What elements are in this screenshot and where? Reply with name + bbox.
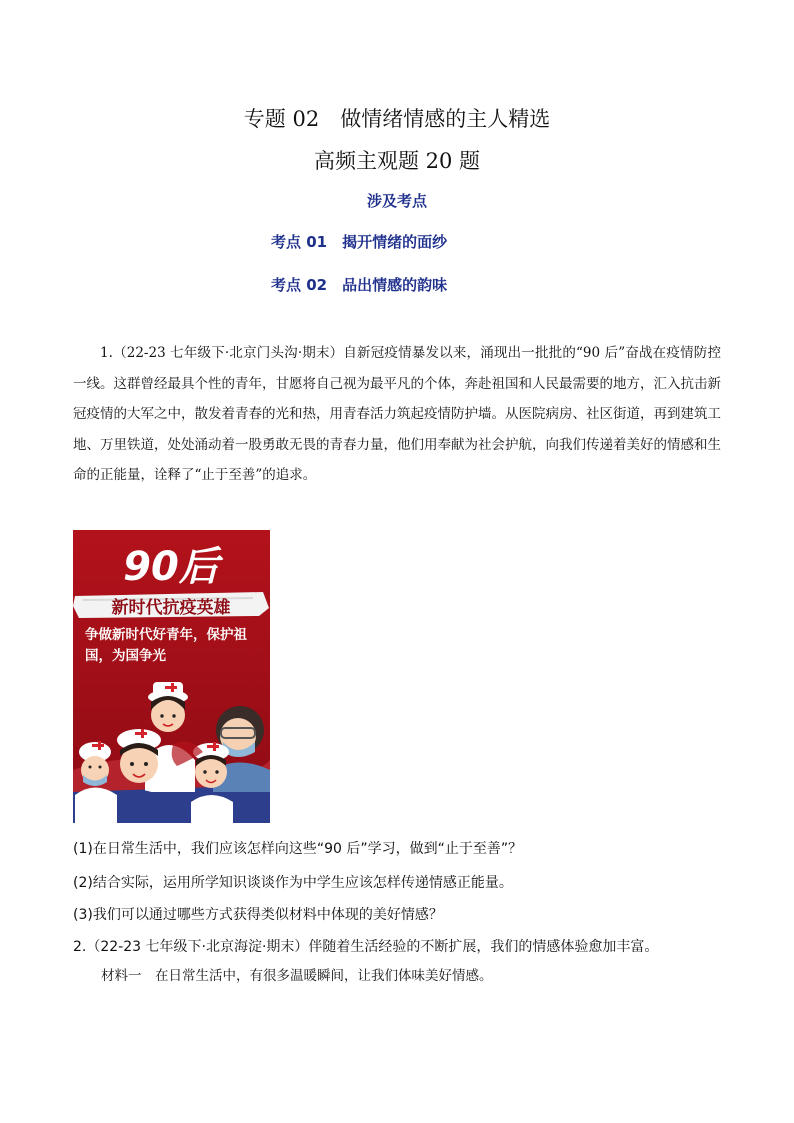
kaodian-02: 考点 02 品出情感的韵味 <box>271 276 448 294</box>
section-label: 涉及考点 <box>366 192 427 210</box>
question-2-material-1: 材料一 在日常生活中，有很多温暖瞬间，让我们体味美好情感。 <box>101 968 493 984</box>
poster-banner-text: 新时代抗疫英雄 <box>111 598 231 618</box>
question-1-text <box>73 338 721 491</box>
poster-slogan: 争做新时代好青年，保护祖国，为国争光 <box>85 627 247 664</box>
kaodian-01: 考点 01 揭开情绪的面纱 <box>271 233 448 251</box>
sub-question-3: (3)我们可以通过哪些方式获得类似材料中体现的美好情感？ <box>73 907 443 923</box>
document-subtitle: 高频主观题 20 题 <box>313 149 481 173</box>
poster-big-text: 90后 <box>123 544 219 590</box>
poster-image <box>73 530 270 823</box>
question-1-body: 1.（22-23 七年级下·北京门头沟·期末）自新冠疫情暴发以来，涌现出一批批的“90 后”奋战在疫情防控一线。这群曾经最具个性的青年，甘愿将自己视为最平凡的个体，奔赴祖国和人民最需要的地方，汇入抗击新冠疫情的大军之中，散发着青春的光和热，用青春活力筑起疫情防护墙。从医院病房、社区街道，再到建筑工地、万里铁道，处处涌动着一股勇敢无畏的青春力量，他们用奉献为社会护航，向我们传递着美好的情感和生命的正能量，诠释了“止于至善”的追求。 <box>73 345 721 483</box>
document-title: 专题 02 做情绪情感的主人精选 <box>243 107 551 131</box>
sub-question-1: (1)在日常生活中，我们应该怎样向这些“90 后”学习，做到“止于至善”？ <box>73 841 523 857</box>
sub-question-2: (2)结合实际，运用所学知识谈谈作为中学生应该怎样传递情感正能量。 <box>73 875 513 891</box>
question-2-text: 2.（22-23 七年级下·北京海淀·期末）伴随着生活经验的不断扩展，我们的情感体验愈加丰富。 <box>73 939 659 955</box>
